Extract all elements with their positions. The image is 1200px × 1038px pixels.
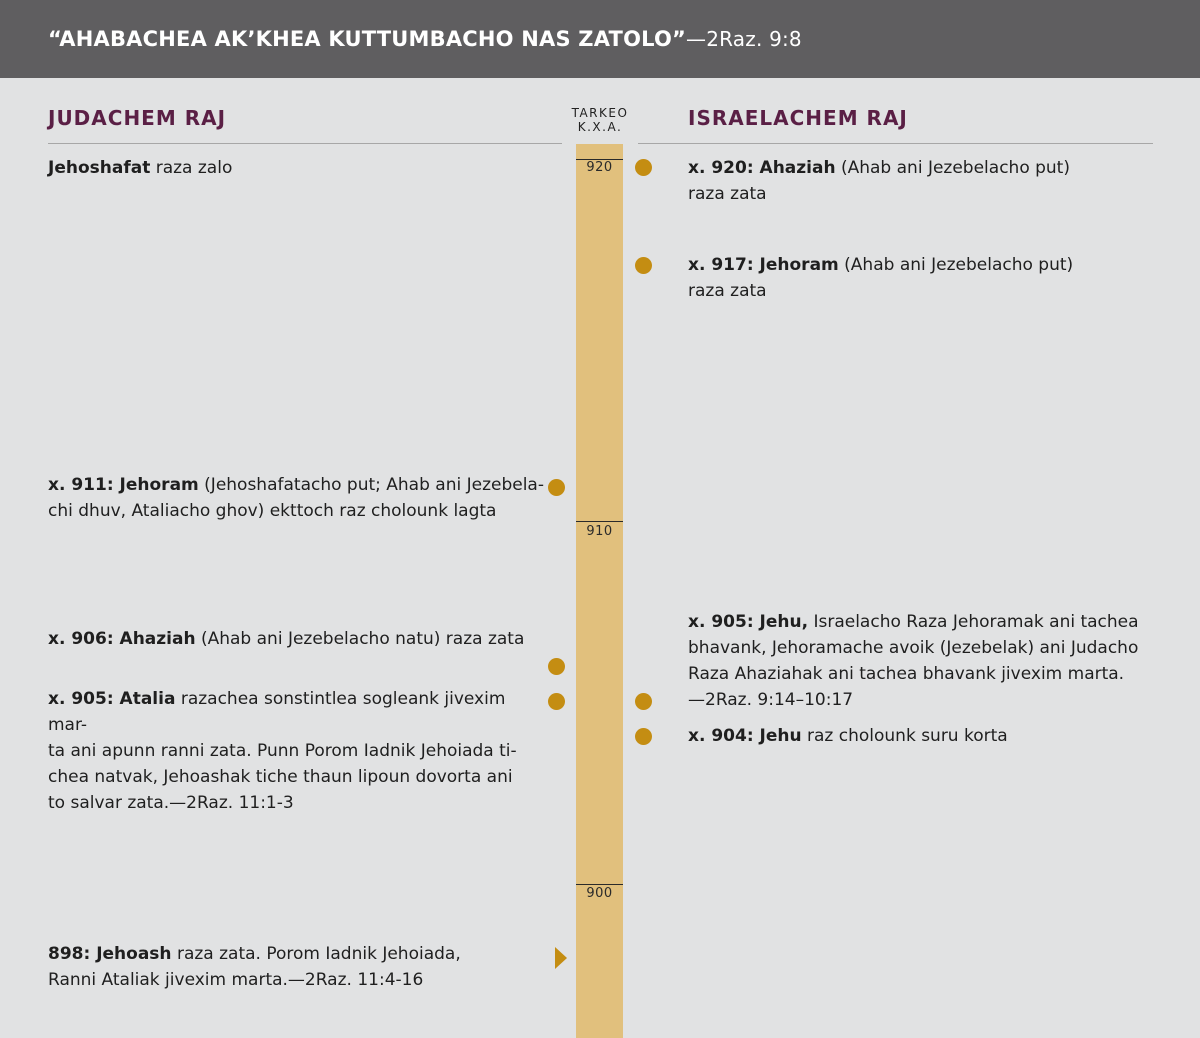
event-text: raza zata. Porom Iadnik Jehoiada, bbox=[171, 944, 461, 964]
event-bold: x. 917: Jehoram bbox=[688, 255, 839, 275]
event-bold: Jehoshafat bbox=[48, 158, 151, 178]
year-heading bbox=[563, 106, 637, 134]
event-line: chea natvak, Jehoashak tiche thaun lipoun dovorta ani bbox=[48, 767, 513, 787]
event-bold: x. 904: Jehu bbox=[688, 726, 802, 746]
event-dot-jehu-904 bbox=[635, 728, 652, 745]
event-line: chi dhuv, Ataliacho ghov) ekttoch raz cholounk lagta bbox=[48, 501, 497, 521]
event-dot-ahaziah-israel bbox=[635, 159, 652, 176]
event-text: (Jehoshafatacho put; Ahab ani Jezebela- bbox=[198, 475, 544, 495]
event-line: raza zata bbox=[688, 281, 767, 301]
judah-event-jehoash bbox=[48, 941, 548, 993]
event-text: Israelacho Raza Jehoramak ani tachea bbox=[808, 612, 1139, 632]
event-line: ta ani apunn ranni zata. Punn Porom Iadnik Jehoiada ti- bbox=[48, 741, 517, 761]
judah-event-atalia bbox=[48, 686, 548, 816]
event-line bbox=[48, 686, 548, 738]
banner-title bbox=[48, 27, 802, 51]
event-line bbox=[688, 252, 1168, 278]
event-bold: x. 920: Ahaziah bbox=[688, 158, 836, 178]
judah-heading: JUDACHEM RAJ bbox=[48, 106, 227, 130]
event-line bbox=[688, 609, 1178, 635]
judah-event-ahaziah bbox=[48, 626, 548, 652]
judah-event-jehoshafat bbox=[48, 155, 548, 181]
tick-900 bbox=[576, 884, 623, 885]
event-line: to salvar zata.—2Raz. 11:1-3 bbox=[48, 793, 294, 813]
judah-event-jehoram bbox=[48, 472, 548, 524]
event-text: raza zalo bbox=[150, 158, 233, 178]
israel-event-jehoram bbox=[688, 252, 1168, 304]
event-bold: x. 906: Ahaziah bbox=[48, 629, 196, 649]
israel-heading-rule bbox=[638, 143, 1153, 144]
israel-event-jehu-904 bbox=[688, 723, 1168, 749]
event-dot-jehoram-judah bbox=[548, 479, 565, 496]
event-text: (Ahab ani Jezebelacho put) bbox=[835, 158, 1070, 178]
tick-label-910: 910 bbox=[586, 524, 613, 539]
event-text: razachea sonstintlea sogleank jivexim mar- bbox=[48, 689, 506, 735]
event-bold: x. 905: Jehu, bbox=[688, 612, 809, 632]
israel-event-ahaziah bbox=[688, 155, 1168, 207]
event-bold: x. 911: Jehoram bbox=[48, 475, 199, 495]
event-text: (Ahab ani Jezebelacho natu) raza zata bbox=[195, 629, 525, 649]
banner-quote: “AHABACHEA AK’KHEA KUTTUMBACHO NAS ZATOLO” bbox=[48, 27, 687, 51]
timeline-bar bbox=[576, 144, 623, 1038]
year-heading-line1: TARKEO bbox=[571, 106, 629, 120]
event-line bbox=[48, 472, 548, 498]
event-line: bhavank, Jehoramache avoik (Jezebelak) ani Judacho bbox=[688, 638, 1139, 658]
israel-event-jehu-905 bbox=[688, 609, 1178, 713]
tick-label-900: 900 bbox=[586, 886, 613, 901]
event-dot-ahaziah-judah bbox=[548, 658, 565, 675]
event-line bbox=[48, 941, 548, 967]
banner-reference: —2Raz. 9:8 bbox=[686, 27, 802, 51]
event-dot-atalia bbox=[548, 693, 565, 710]
year-heading-line2: K.X.A. bbox=[577, 120, 623, 134]
event-dot-jehoram-israel bbox=[635, 257, 652, 274]
tick-label-920: 920 bbox=[586, 160, 613, 175]
event-line: —2Raz. 9:14–10:17 bbox=[688, 690, 854, 710]
event-text: raz cholounk suru korta bbox=[801, 726, 1008, 746]
israel-heading: ISRAELACHEM RAJ bbox=[688, 106, 908, 130]
title-banner bbox=[0, 0, 1200, 78]
tick-910 bbox=[576, 521, 623, 522]
event-bold: 898: Jehoash bbox=[48, 944, 172, 964]
event-bold: x. 905: Atalia bbox=[48, 689, 176, 709]
event-line: Ranni Ataliak jivexim marta.—2Raz. 11:4-16 bbox=[48, 970, 424, 990]
event-dot-jehu-905 bbox=[635, 693, 652, 710]
judah-heading-rule bbox=[48, 143, 562, 144]
event-line: raza zata bbox=[688, 184, 767, 204]
event-line: Raza Ahaziahak ani tachea bhavank jivexim marta. bbox=[688, 664, 1125, 684]
event-line bbox=[688, 155, 1168, 181]
event-text: (Ahab ani Jezebelacho put) bbox=[838, 255, 1074, 275]
arrow-marker-jehoash bbox=[555, 947, 567, 969]
